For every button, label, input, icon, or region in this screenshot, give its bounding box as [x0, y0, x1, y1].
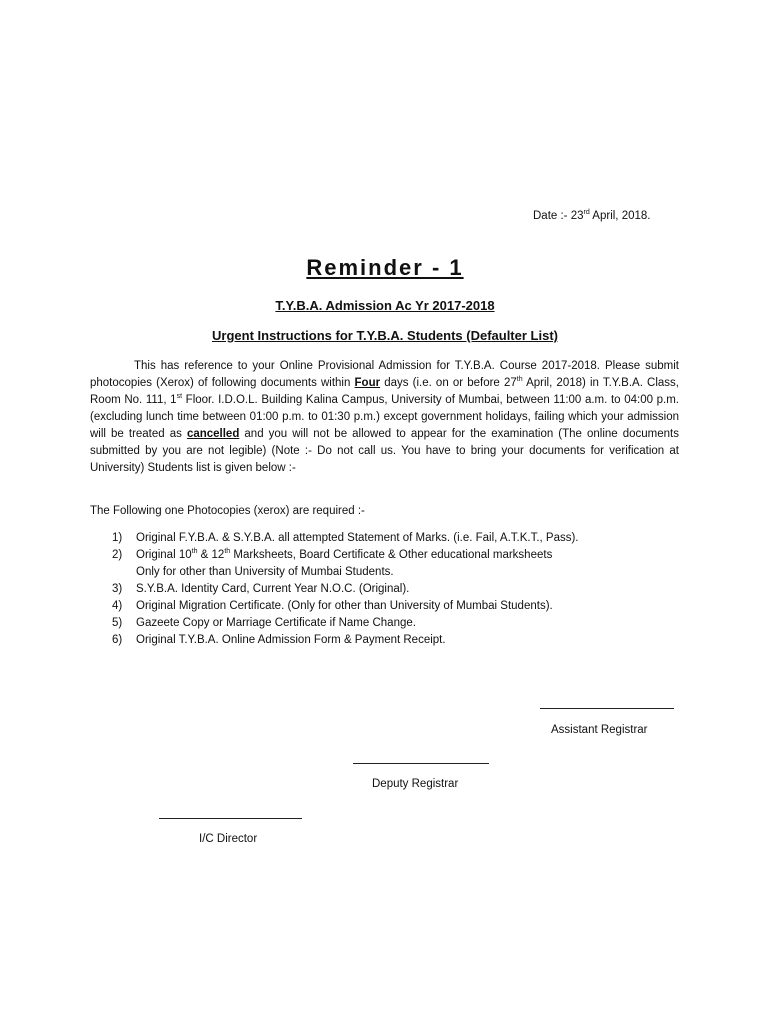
admission-subtitle: T.Y.B.A. Admission Ac Yr 2017-2018	[275, 298, 495, 313]
document-list	[112, 530, 672, 649]
body-paragraph: This has reference to your Online Provisional Admission for T.Y.B.A. Course 2017-2018. Please submit photocopies (Xerox) of following documents within Four days (i.e. on or before 27th April, 2018) in T.Y.B.A. Class, Room No. 111, 1st Floor. I.D.O.L. Building Kalina Campus, University of Mumbai, between 11:00 a.m. to 04:00 p.m. (excluding lunch time between 01:00 p.m. to 01:30 p.m.) except government holidays, failing which your admission will be treated as cancelled and you will not be allowed to appear for the examination (The online documents submitted by you are not legible) (Note :- Do not call us. You have to bring your documents for verification at University) Students list is given below :-	[90, 360, 679, 474]
date-line: Date :- 23rd April, 2018.	[533, 209, 651, 222]
deputy-signature-line	[353, 763, 489, 764]
list-item: 4) Original Migration Certificate. (Only for other than University of Mumbai Students).	[112, 600, 553, 612]
list-item: 6) Original T.Y.B.A. Online Admission Form & Payment Receipt.	[112, 634, 446, 646]
list-item: 2) Original 10th & 12th Marksheets, Board Certificate & Other educational marksheets Only for other than University of Mumbai Students.	[112, 548, 553, 578]
director-label: I/C Director	[199, 833, 258, 845]
document-title: Reminder - 1	[306, 255, 464, 280]
instructions-heading: Urgent Instructions for T.Y.B.A. Students (Defaulter List)	[212, 328, 558, 343]
assistant-signature-line	[540, 708, 674, 709]
list-item: 1) Original F.Y.B.A. & S.Y.B.A. all attempted Statement of Marks. (i.e. Fail, A.T.K.T., Pass).	[112, 532, 579, 544]
list-item: 3) S.Y.B.A. Identity Card, Current Year N.O.C. (Original).	[112, 583, 410, 595]
director-signature-line	[159, 818, 302, 819]
assistant-registrar-label: Assistant Registrar	[551, 724, 648, 736]
list-intro: The Following one Photocopies (xerox) are required :-	[90, 505, 365, 517]
list-item: 5) Gazeete Copy or Marriage Certificate if Name Change.	[112, 617, 416, 629]
deputy-registrar-label: Deputy Registrar	[372, 778, 459, 790]
